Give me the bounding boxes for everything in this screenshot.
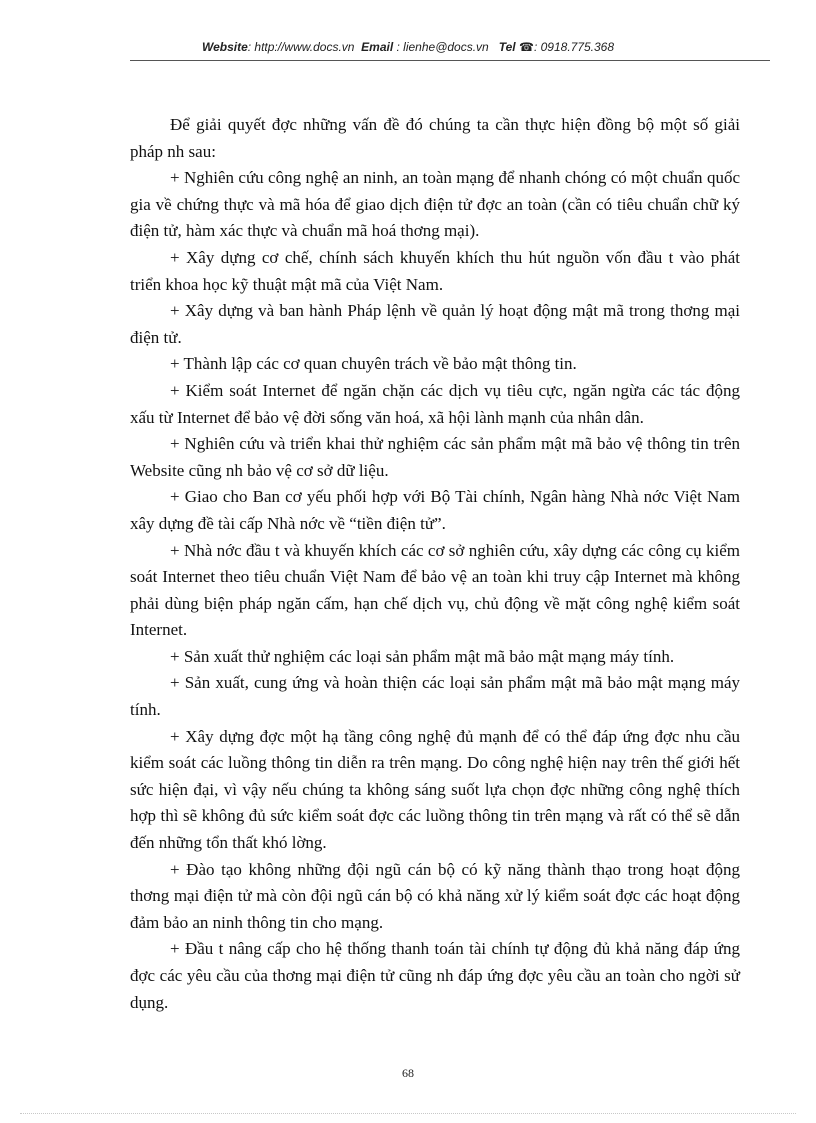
paragraph: + Xây dựng và ban hành Pháp lệnh về quản lý hoạt động mật mã trong thơng mại điện tử. [130, 301, 740, 347]
page-header [0, 40, 816, 54]
paragraph: + Đào tạo không những đội ngũ cán bộ có kỹ năng thành thạo trong hoạt động thơng mại điện tử mà còn đội ngũ cán bộ có khả năng xử lý kiểm soát đợc các hoạt động đảm bảo an ninh thông tin cho mạng. [130, 859, 740, 932]
header-divider [130, 60, 770, 61]
paragraph: + Nghiên cứu và triển khai thử nghiệm các sản phẩm mật mã bảo vệ thông tin trên Website cũng nh bảo vệ cơ sở dữ liệu. [130, 434, 740, 480]
document-body [130, 112, 740, 1016]
paragraph: + Đầu t nâng cấp cho hệ thống thanh toán tài chính tự động đủ khả năng đáp ứng đợc các yêu cầu của thơng mại điện tử cũng nh đáp ứng đợc yêu cầu an toàn cho ngời sử dụng. [130, 939, 740, 1012]
paragraph: Để giải quyết đợc những vấn đề đó chúng ta cần thực hiện đồng bộ một số giải pháp nh sau: [130, 115, 740, 161]
paragraph: + Xây dựng đợc một hạ tầng công nghệ đủ mạnh để có thể đáp ứng đợc nhu cầu kiểm soát các luồng thông tin diễn ra trên mạng. Do công nghệ hiện nay trên thế giới hết sức hiện đại, vì vậy nếu chúng ta không sáng suốt lựa chọn đợc những công nghệ thích hợp thì sẽ không đủ sức kiểm soát đợc các luồng thông tin trên mạng và rất có thể sẽ dẫn đến những tổn thất khó lờng. [130, 726, 740, 853]
paragraph: + Xây dựng cơ chế, chính sách khuyến khích thu hút nguồn vốn đầu t vào phát triển khoa học kỹ thuật mật mã của Việt Nam. [130, 247, 740, 294]
website-label: Website [201, 40, 248, 54]
paragraph: + Giao cho Ban cơ yếu phối hợp với Bộ Tài chính, Ngân hàng Nhà nớc Việt Nam xây dựng đề tài cấp Nhà nớc về “tiền điện tử”. [130, 487, 740, 533]
email-value[interactable]: : lienhe@docs.vn [396, 40, 489, 54]
page-number: 68 [402, 1066, 414, 1080]
tel-value: : 0918.775.368 [533, 40, 615, 54]
website-value[interactable]: : http://www.docs.vn [247, 40, 355, 54]
paragraph: + Nghiên cứu công nghệ an ninh, an toàn mạng để nhanh chóng có một chuẩn quốc gia về chứng thực và mã hóa để giao dịch điện tử đợc an toàn (cần có tiêu chuẩn chữ ký điện tử, hàm xác thực và chuẩn mã hoá thơng mại). [130, 168, 740, 241]
paragraph: + Sản xuất thử nghiệm các loại sản phẩm mật mã bảo mật mạng máy tính. [170, 646, 675, 666]
tel-label: Tel [498, 40, 516, 54]
paragraph: + Kiểm soát Internet để ngăn chặn các dịch vụ tiêu cực, ngăn ngừa các tác động xấu từ Internet để bảo vệ đời sống văn hoá, xã hội lành mạnh của nhân dân. [130, 380, 740, 427]
page-bottom-border [20, 1113, 796, 1114]
email-label: Email [361, 40, 394, 54]
phone-icon: ☎ [519, 40, 534, 54]
paragraph: + Nhà nớc đầu t và khuyến khích các cơ sở nghiên cứu, xây dựng các công cụ kiểm soát Internet theo tiêu chuẩn Việt Nam để bảo vệ an toàn khi truy cập Internet mà không phải dùng biện pháp ngăn cấm, hạn chế dịch vụ, chủ động về mặt công nghệ kiểm soát Internet. [130, 540, 740, 640]
paragraph: + Thành lập các cơ quan chuyên trách về bảo mật thông tin. [170, 354, 577, 374]
paragraph: + Sản xuất, cung ứng và hoàn thiện các loại sản phẩm mật mã bảo mật mạng máy tính. [130, 673, 740, 720]
